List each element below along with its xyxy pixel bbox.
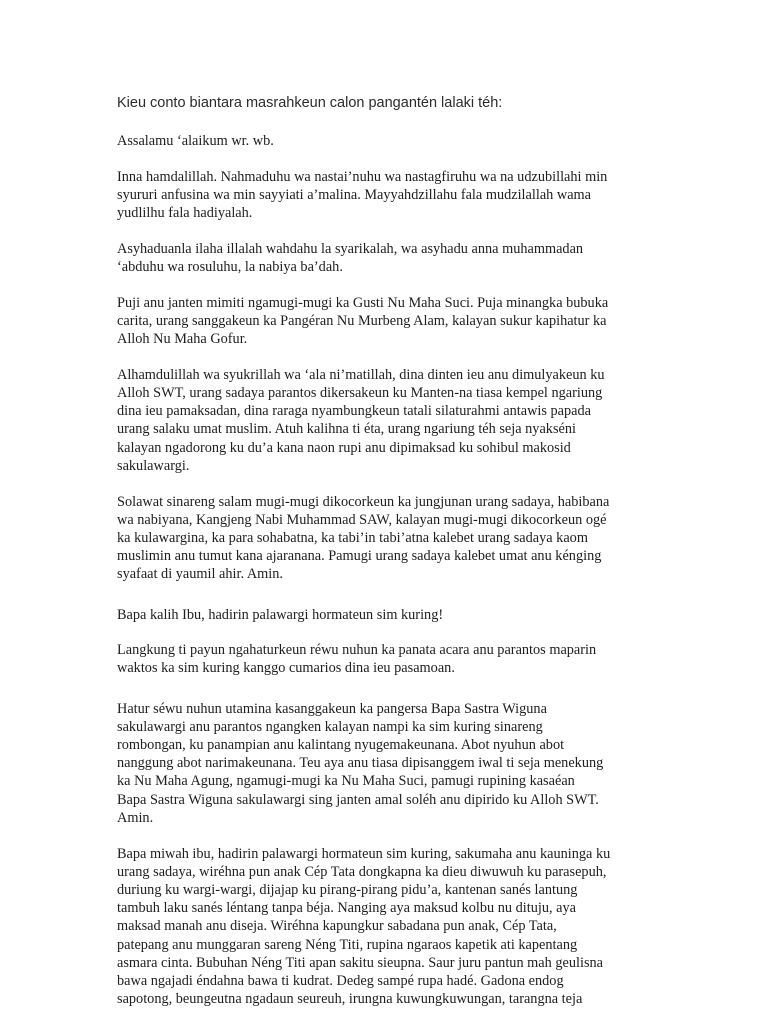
- text-line: Bapa kalih Ibu, hadirin palawargi hormateun sim kuring!: [117, 606, 444, 623]
- paragraph: [117, 493, 677, 584]
- paragraph: [117, 700, 677, 827]
- text-line: Puji anu janten mimiti ngamugi-mugi ka Gusti Nu Maha Suci. Puja minangka bubuka: [117, 294, 609, 311]
- text-line: bawa ngajadi éndahna bawa ti kudrat. Dedeg sampé rupa hadé. Gadona endog: [117, 973, 564, 990]
- document-heading: Kieu conto biantara masrahkeun calon pangantén lalaki téh:: [117, 95, 503, 111]
- paragraph: [117, 168, 677, 223]
- text-line: rombongan, ku panampian anu kalintang nyugemakeunana. Abot nyuhun abot: [117, 737, 565, 754]
- text-line: yudlilhu fala hadiyalah.: [117, 205, 253, 222]
- text-line: Bapa Sastra Wiguna sakulawargi sing janten amal soléh anu dipirido ku Alloh SWT.: [117, 791, 599, 808]
- text-line: ka Nu Maha Agung, ngamugi-mugi ka Nu Maha Suci, pamugi rupining kasaéan: [117, 773, 575, 790]
- text-line: urang salaku umat muslim. Atuh kalihna ti éta, urang ngariung téh seja nyakséni: [117, 421, 576, 438]
- paragraph: [117, 845, 677, 1009]
- document-body: [117, 132, 677, 1024]
- text-line: tambuh laku sanés léntang tanpa béja. Nanging aya maksud kolbu nu dituju, aya: [117, 900, 576, 917]
- paragraph: [117, 641, 677, 677]
- text-line: nanggung abot narimakeunana. Teu aya anu tiasa dipisanggem iwal ti seja menekung: [117, 755, 604, 772]
- text-line: Alhamdulillah wa syukrillah wa ‘ala ni’matillah, dina dinten ieu anu dimulyakeun ku: [117, 366, 605, 383]
- text-line: muslimin anu tumut kana ajaranana. Pamugi urang sadaya kalebet umat anu kénging: [117, 548, 602, 565]
- text-line: sakulawargi anu parantos ngangken kalayan nampi ka sim kuring sinareng: [117, 718, 543, 735]
- text-line: Solawat sinareng salam mugi-mugi dikocorkeun ka jungjunan urang sadaya, habibana: [117, 493, 610, 510]
- text-line: urang sadaya, wiréhna pun anak Cép Tata dongkapna ka dieu diwuwuh ku parasepuh,: [117, 863, 607, 880]
- text-line: syafaat di yaumil ahir. Amin.: [117, 566, 283, 583]
- text-line: ka kulawargina, ka para sohabatna, ka tabi’in tabi’atna kalebet urang sadaya kaom: [117, 529, 588, 546]
- text-line: Amin.: [117, 809, 154, 826]
- text-line: dina ieu pamaksadan, dina raraga nyambungkeun tatali silaturahmi antawis papada: [117, 403, 592, 420]
- text-line: patepang anu munggaran sareng Néng Titi, rupina ngaraos kapetik ati kapentang: [117, 936, 578, 953]
- paragraph: [117, 132, 677, 150]
- text-line: syururi anfusina wa min sayyiati a’malina. Mayyahdzillahu fala mudzilallah wama: [117, 186, 592, 203]
- text-line: ‘abduhu wa rosuluhu, la nabiya ba’dah.: [117, 259, 343, 276]
- text-line: maksad manah anu diseja. Wiréhna kapungkur sabadana pun anak, Cép Tata,: [117, 918, 557, 935]
- text-line: duriung ku wargi-wargi, dijajap ku pirang-pirang pidu’a, kantenan sanés lantung: [117, 882, 578, 898]
- text-line: wa nabiyana, Kangjeng Nabi Muhammad SAW, kalayan mugi-mugi dikocorkeun ogé: [117, 511, 607, 528]
- text-line: Inna hamdalillah. Nahmaduhu wa nastai’nuhu wa nastagfiruhu wa na udzubillahi min: [117, 168, 608, 185]
- paragraph: [117, 606, 677, 624]
- text-line: Asyhaduanla ilaha illalah wahdahu la syarikalah, wa asyhadu anna muhammadan: [117, 240, 584, 257]
- text-line: Langkung ti payun ngahaturkeun réwu nuhun ka panata acara anu parantos maparin: [117, 642, 597, 659]
- paragraph: [117, 240, 677, 276]
- text-line: waktos ka sim kuring kanggo cumarios dina ieu pasamoan.: [117, 660, 455, 677]
- paragraph: [117, 366, 677, 475]
- text-line: sakulawargi.: [117, 457, 190, 474]
- text-line: carita, urang sanggakeun ka Pangéran Nu Murbeng Alam, kalayan sukur kapihatur ka: [117, 312, 607, 329]
- text-line: Hatur séwu nuhun utamina kasanggakeun ka pangersa Bapa Sastra Wiguna: [117, 700, 547, 717]
- text-line: Alloh Nu Maha Gofur.: [117, 331, 248, 348]
- text-line: Alloh SWT, urang sadaya parantos dikersakeun ku Manten-na tiasa kempel ngariung: [117, 385, 603, 402]
- text-line: kalayan ngadorong ku du’a kana naon rupi anu dipimaksad ku sohibul makosid: [117, 439, 571, 456]
- text-line: Assalamu ‘alaikum wr. wb.: [117, 133, 274, 149]
- text-line: Bapa miwah ibu, hadirin palawargi hormateun sim kuring, sakumaha anu kauninga ku: [117, 845, 611, 862]
- text-line: asmara cinta. Bubuhan Néng Titi apan sakitu sieupna. Saur juru pantun mah geulisna: [117, 954, 604, 971]
- text-line: sapotong, beungeutna ngadaun seureuh, irungna kuwungkuwungan, tarangna teja: [117, 991, 583, 1008]
- paragraph: [117, 294, 677, 349]
